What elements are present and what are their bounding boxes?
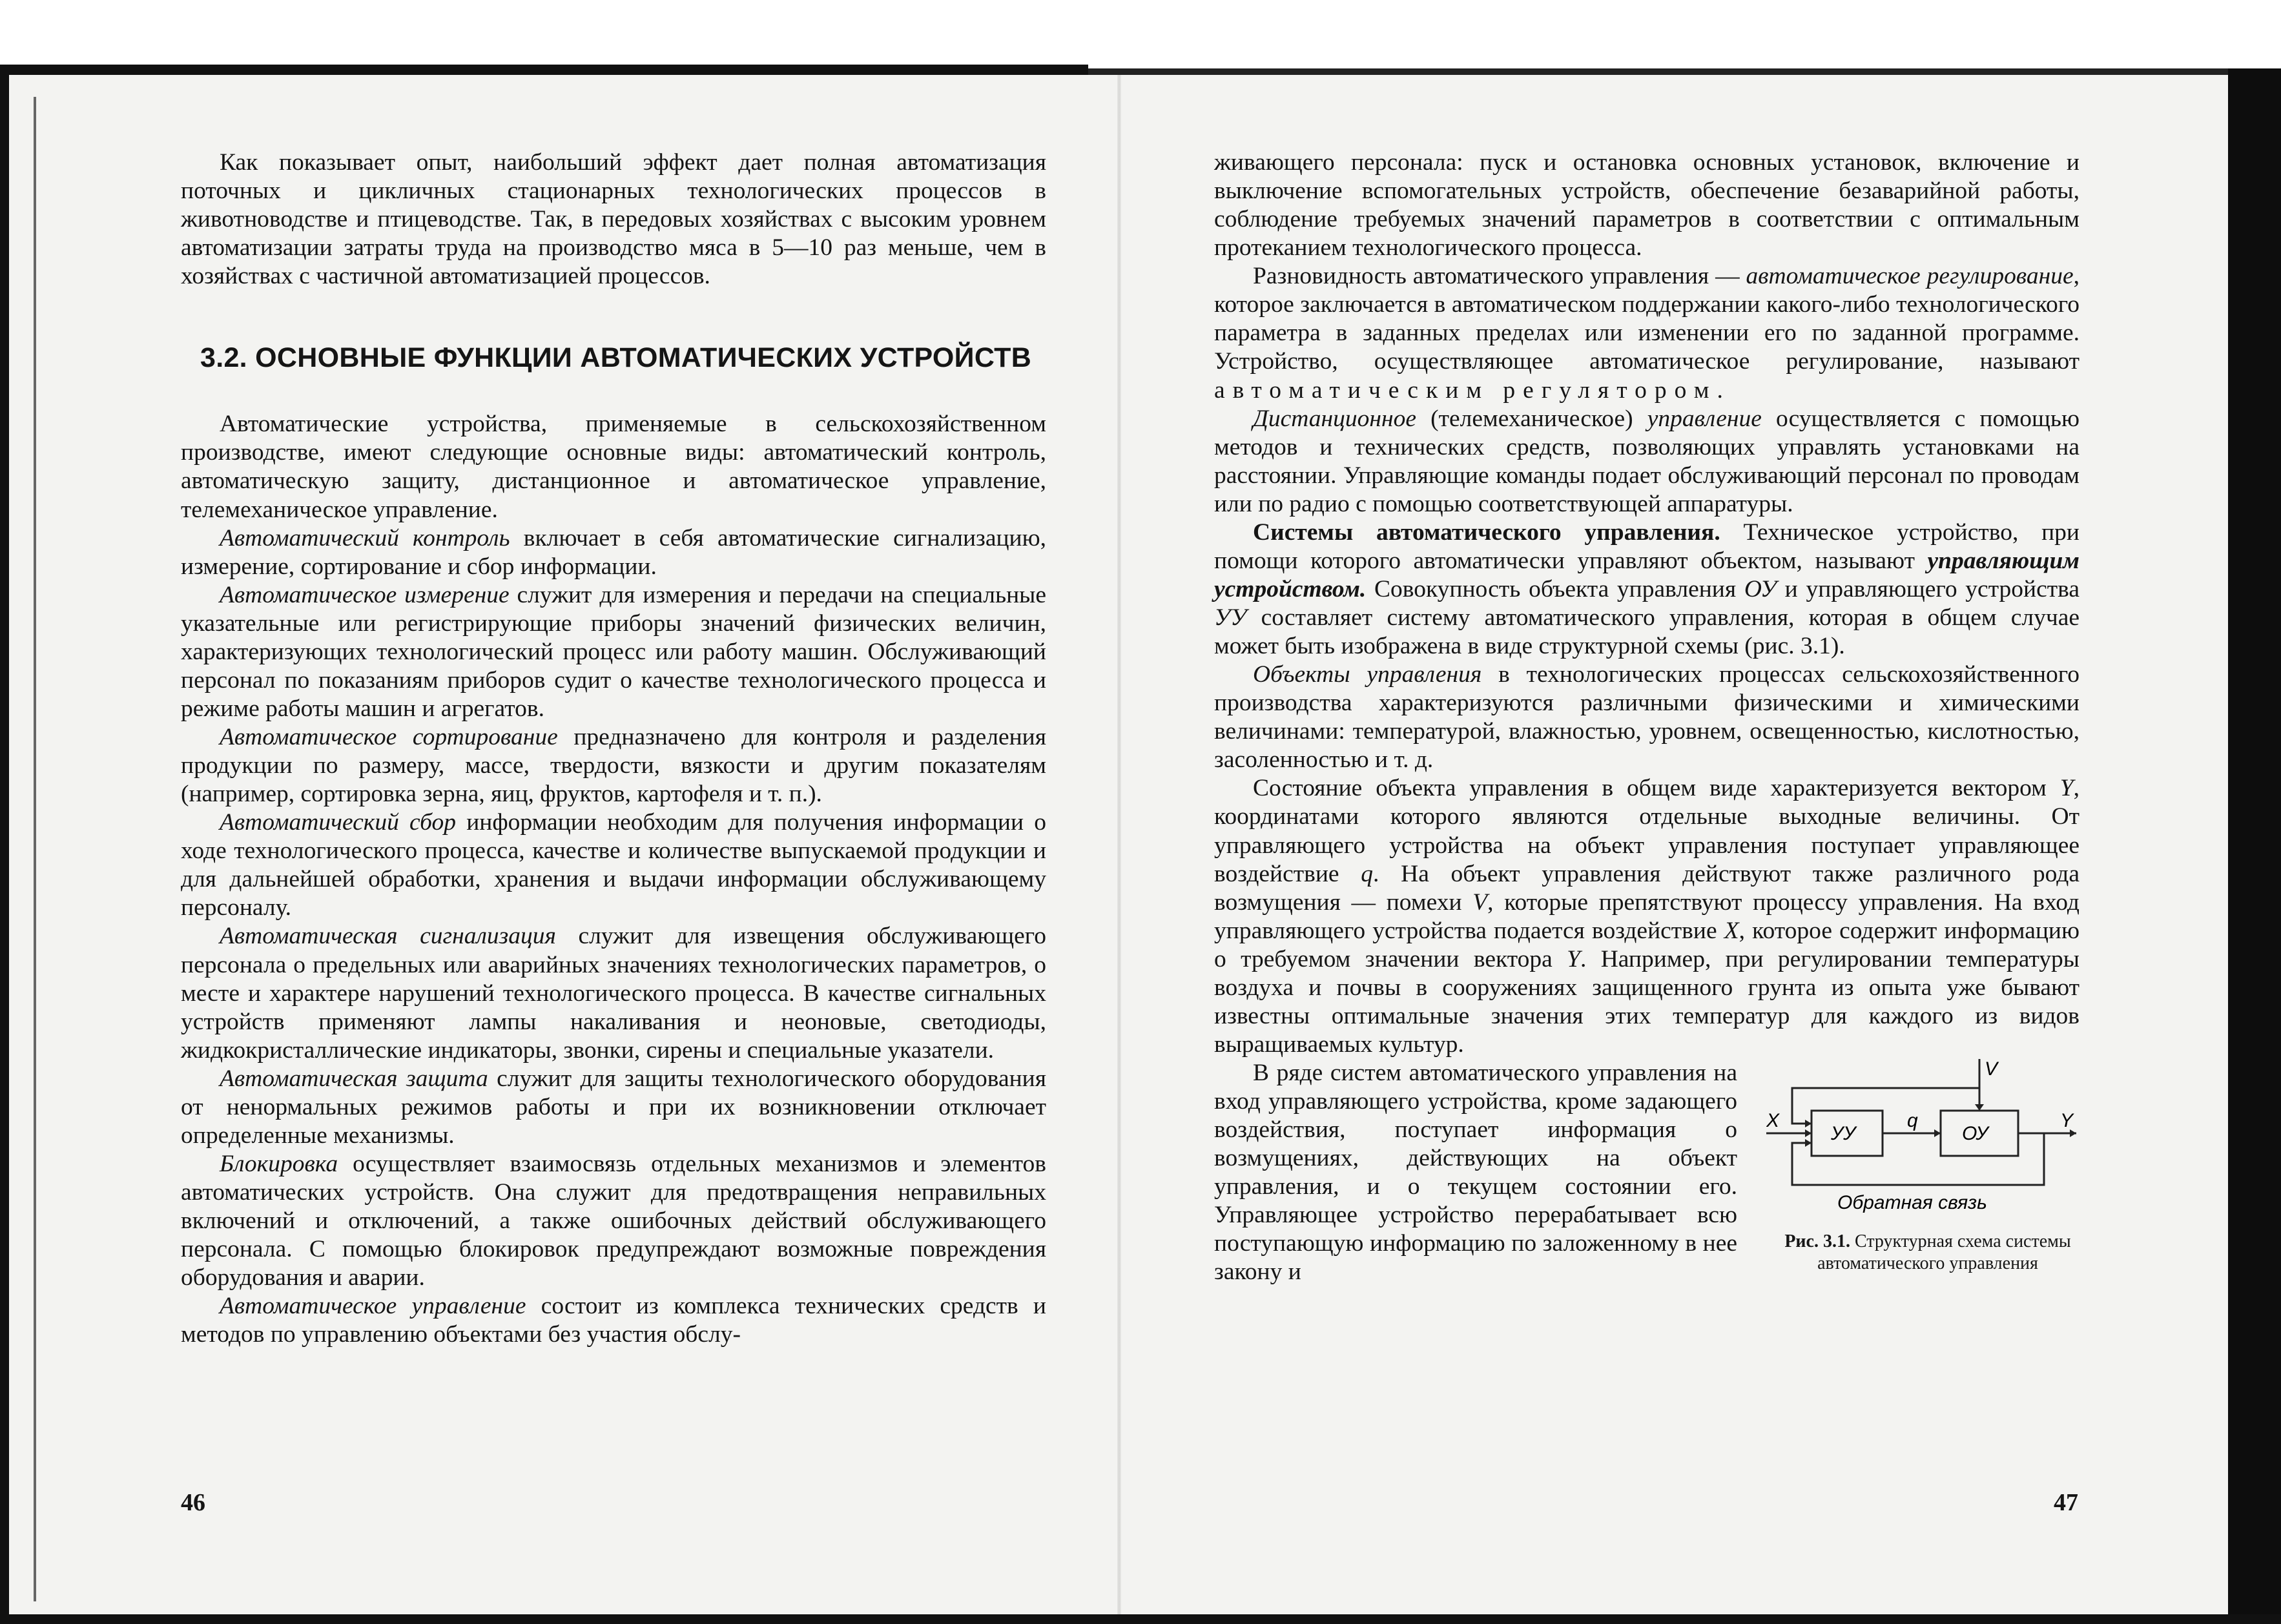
systems-heading: Системы автоматического управления. — [1253, 519, 1720, 546]
reg-end: . — [1717, 376, 1723, 404]
term-objects: Объекты управления — [1253, 661, 1482, 688]
state-t6: . Например, при регулировании температуры воздуха и почвы в сооружениях защищенного грунта из опыта уже бывают известны оптимальные значения этих температур для каждого из видов выращиваемых культур. — [1214, 945, 2080, 1058]
paragraph-collect-text: информации необходим для получения информации о ходе технологического процесса, качестве и количестве выпускаемой продукции и для дальнейшей обработки, хранения и выдачи информации обслуживающему персоналу. — [181, 809, 1046, 921]
page-number-right: 47 — [2054, 1489, 2078, 1516]
term-regulation: автоматическое регулирование — [1746, 263, 2074, 290]
paragraph-lock-text: осуществляет взаимосвязь отдельных механизмов и элементов автоматических устройств. Она служит для предотвращения неправильных включений и отключений, а также ошибочных действий обслуживающего персонала. С помощью блокировок предупреждают возможные повреждения оборудования и аварии. — [181, 1150, 1046, 1291]
term-measure: Автоматическое измерение — [220, 581, 510, 608]
scan-border-left — [0, 65, 9, 1624]
paragraph-types: Автоматические устройства, применяемые в сельскохозяйственном производстве, имеют следующие основные виды: автоматический контроль, автоматическую защиту, дистанционное и автоматическое управление, телемеханическое управление. — [181, 411, 1046, 523]
term-collect: Автоматический сбор — [220, 809, 457, 836]
term-signal: Автоматическая сигнализация — [220, 923, 556, 950]
term-control: Автоматический контроль — [220, 524, 510, 551]
intro-paragraph: Как показывает опыт, наибольший эффект дает полная автоматизация поточных и цикличных стационарных технологических процессов в животноводстве и птицеводстве. Так, в передовых хозяйствах с высоким уровнем автоматизации затраты труда на производство мяса в 5—10 раз меньше, чем в хозяйствах с частичной автоматизацией процессов. — [181, 149, 1046, 290]
paragraph-signal-text: служит для извещения обслуживающего персонала о предельных или аварийных значениях технологических параметров, о месте и характере нарушений технологического процесса. В качестве сигнальных устройств применяют лампы накаливания и неоновые, светодиоды, жидкокристаллические индикаторы, звонки, сирены и специальные указатели. — [181, 923, 1046, 1064]
paragraph-remote — [1214, 405, 2080, 519]
state-t1: Состояние объекта управления в общем виде характеризуется вектором — [1253, 775, 2060, 802]
fig-label-y: Y — [2060, 1110, 2074, 1131]
objects-text: в технологических процессах сельскохозяйственного производства характеризуются различными физическими и химическими величинами: температурой, влажностью, уровнем, освещенностью, кислотностью, засоленностью и т. д. — [1214, 661, 2080, 774]
paragraph-last: В ряде систем автоматического управления на вход управляющего устройства, кроме задающего воздействия, поступает информация о возмущениях, действующих на объект управления, и о текущем состоянии его. Управляющее устройство перерабатывает всю поступающую информацию по заложенному в нее закону и — [1214, 1060, 1737, 1286]
scan-border-top-right — [1088, 68, 2235, 75]
fig-block-uu-label: УУ — [1831, 1123, 1856, 1144]
term-auto: Автоматическое управление — [220, 1293, 526, 1320]
term-remote: Дистанционное — [1253, 405, 1416, 432]
paragraph-state — [1214, 774, 2080, 1059]
term-remote-control: управление — [1647, 405, 1762, 432]
paragraph-continued: живающего персонала: пуск и остановка основных установок, включение и выключение вспомогательных устройств, обеспечение безаварийной работы, соблюдение требуемых значений параметров в соответствии с оптимальным протеканием технологического процесса. — [1214, 149, 2080, 262]
figure-caption — [1766, 1231, 2089, 1274]
paragraph-measure — [181, 581, 1046, 723]
paragraph-control — [181, 524, 1046, 581]
state-t4: , которые препятствуют процессу управления. На вход управляющего устройства подается воздействие — [1214, 889, 2080, 944]
scan-border-right — [2228, 68, 2281, 1624]
term-lock: Блокировка — [220, 1150, 338, 1177]
left-page — [181, 149, 1046, 1349]
symbol-y-2: Y — [1567, 945, 1580, 972]
block-diagram — [1766, 1059, 2089, 1220]
fig-label-x: X — [1766, 1110, 1780, 1131]
state-t5: , которое содержит информацию о требуемом значении вектора — [1214, 917, 2080, 972]
paragraph-auto — [181, 1292, 1046, 1349]
paragraph-protect — [181, 1065, 1046, 1150]
symbol-y: Y — [2059, 775, 2074, 802]
term-protect: Автоматическая защита — [220, 1065, 488, 1092]
systems-t4: составляет систему автоматического управления, которая в общем случае может быть изображена в виде структурной схемы (рис. 3.1). — [1214, 604, 2080, 660]
fig-block-ou-label: ОУ — [1962, 1123, 1988, 1144]
scan-border-bottom — [0, 1614, 2281, 1624]
fig-label-q: q — [1907, 1110, 1918, 1131]
paragraph-lock — [181, 1150, 1046, 1292]
systems-t3: и управляющего устройства — [1776, 575, 2080, 602]
scan-border-top — [0, 65, 1088, 75]
paragraph-control-text: включает в себя автоматические сигнализацию, измерение, сортирование и сбор информации. — [181, 524, 1047, 580]
caption-text: Структурная схема системы автоматического управления — [1817, 1231, 2071, 1273]
fig-label-v: V — [1985, 1059, 1998, 1080]
reg-pre: Разновидность автоматического управления — — [1253, 263, 1746, 290]
paragraph-systems — [1214, 519, 2080, 661]
remote-mid: (телемеханическое) — [1416, 405, 1647, 432]
systems-t1: Техническое устройство, при помощи которого автоматически управляют объектом, называют — [1214, 519, 2080, 574]
figure-3-1 — [1766, 1059, 2089, 1274]
term-regulator-spaced: автоматическим регулятором — [1214, 376, 1717, 404]
paragraph-protect-text: служит для защиты технологического оборудования от ненормальных режимов работы и при их возникновении отключает определенные механизмы. — [181, 1065, 1046, 1149]
book-spine — [1117, 75, 1121, 1614]
state-t3: . На объект управления действуют также различного рода возмущения — помехи — [1214, 860, 2080, 916]
paragraph-collect — [181, 808, 1046, 922]
paragraph-regulation — [1214, 262, 2080, 404]
paragraph-sort-text: предназначено для контроля и разделения продукции по размеру, массе, твердости, вязкости и другим показателям (например, сортировка зерна, яиц, фруктов, картофеля и т. п.). — [181, 724, 1046, 808]
symbol-q: q — [1361, 860, 1374, 887]
symbol-v: V — [1472, 889, 1488, 916]
symbol-ou: ОУ — [1744, 575, 1777, 602]
caption-number: Рис. 3.1. — [1784, 1231, 1850, 1251]
right-page — [1214, 149, 2080, 1287]
fig-feedback-label: Обратная связь — [1837, 1192, 1987, 1213]
section-heading: 3.2. ОСНОВНЫЕ ФУНКЦИИ АВТОМАТИЧЕСКИХ УСТРОЙСТВ — [200, 342, 1032, 374]
term-control-device: управляющим устройством. — [1214, 547, 2080, 602]
remote-text: осуществляется с помощью методов и технических средств, позволяющих управлять установками на расстоянии. Управляющие команды подает обслуживающий персонал по проводам или по радио с помощью соответствующей аппаратуры. — [1214, 405, 2080, 517]
scan-top-margin — [0, 0, 2281, 72]
paragraph-sort — [181, 723, 1046, 808]
paragraph-signal — [181, 922, 1046, 1064]
paragraph-measure-text: служит для измерения и передачи на специальные указательные или регистрирующие приборы значений физических величин, характеризующих технологический процесс или работу машин. Обслуживающий персонал по показаниям приборов судит о качестве технологического процесса и режиме работы машин и агрегатов. — [181, 581, 1046, 722]
paragraph-auto-text: состоит из комплекса технических средств и методов по управлению объектами без участия обслу- — [181, 1293, 1046, 1348]
page-number-left: 46 — [181, 1489, 205, 1516]
symbol-x: X — [1724, 917, 1739, 944]
figure-block — [1214, 1059, 2080, 1287]
systems-t2: Совокупность объекта управления — [1366, 575, 1744, 602]
term-sort: Автоматическое сортирование — [220, 724, 558, 750]
scan-page-edge-left — [34, 97, 36, 1601]
paragraph-objects — [1214, 661, 2080, 774]
symbol-uu: УУ — [1214, 604, 1247, 631]
reg-mid: , которое заключается в автоматическом поддержании какого-либо технологического параметра в заданных пределах или изменении его по заданной программе. Устройство, осуществляющее автоматическое регулирование, называют — [1214, 263, 2080, 375]
state-t2: , координатами которого являются отдельные выходные величины. От управляющего устройства на объект управления поступает управляющее воздействие — [1214, 775, 2080, 887]
